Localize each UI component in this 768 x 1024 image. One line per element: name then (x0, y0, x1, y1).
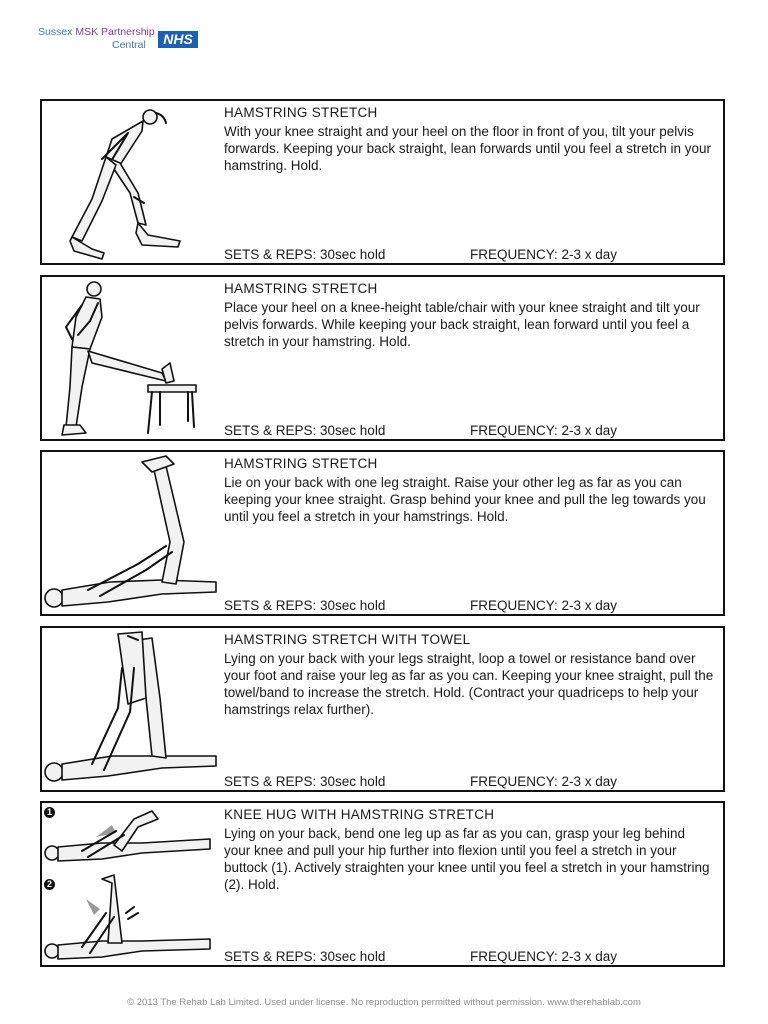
sets-reps: SETS & REPS: 30sec hold (224, 247, 386, 262)
frequency: FREQUENCY: 2-3 x day (470, 423, 618, 438)
step-marker-2: 2 (44, 879, 55, 890)
sussex-msk-logo (38, 24, 208, 84)
exercise-description: Lying on your back with your legs straight, loop a towel or resistance band over your foot and raise your leg as far as you can. Keeping your knee straight, pull the towel/band to increase the stretch. Hold. (Contract your quadriceps to help your hamstrings relax further). (224, 651, 714, 717)
exercise-card-2 (40, 275, 725, 441)
lying-leg-raise-icon (42, 452, 220, 614)
exercise-card-4 (40, 626, 725, 792)
exercise-description: With your knee straight and your heel on the floor in front of you, tilt your pelvis forwards. Keeping your back straight, lean forwards until you feel a stretch in your hamstring. Hold. (224, 124, 711, 173)
logo-org-region: Central (112, 39, 146, 51)
sets-reps: SETS & REPS: 30sec hold (224, 423, 386, 438)
towel-hamstring-stretch-icon (42, 628, 220, 790)
exercise-card-5 (40, 801, 725, 967)
knee-hug-stretch-icon (42, 803, 220, 965)
nhs-logo: NHS (158, 31, 198, 48)
exercise-title: HAMSTRING STRETCH (224, 105, 378, 120)
exercise-card-3 (40, 450, 725, 616)
stool-hamstring-stretch-icon (42, 277, 220, 439)
copyright-footer: © 2013 The Rehab Lab Limited. Used under license. No reproduction permitted without permission. www.therehablab.com (127, 997, 641, 1008)
logo-org-name: MSK Partnership (75, 26, 155, 38)
standing-hamstring-stretch-icon (42, 101, 220, 263)
logo-org-prefix: Sussex (38, 26, 76, 38)
frequency: FREQUENCY: 2-3 x day (470, 774, 618, 789)
exercise-title: HAMSTRING STRETCH WITH TOWEL (224, 632, 471, 647)
frequency: FREQUENCY: 2-3 x day (470, 598, 618, 613)
step-marker-1: 1 (44, 807, 55, 818)
exercise-description: Place your heel on a knee-height table/chair with your knee straight and tilt your pelvis forwards. While keeping your back straight, lean forward until you feel a stretch in your hamstring. Hold. (224, 300, 700, 349)
exercise-description: Lie on your back with one leg straight. Raise your other leg as far as you can keeping your knee straight. Grasp behind your knee and pull the leg towards you until you feel a stretch in your hamstrings. Hold. (224, 475, 706, 524)
frequency: FREQUENCY: 2-3 x day (470, 247, 618, 262)
sets-reps: SETS & REPS: 30sec hold (224, 598, 386, 613)
exercise-title: HAMSTRING STRETCH (224, 281, 378, 296)
exercise-title: KNEE HUG WITH HAMSTRING STRETCH (224, 807, 495, 822)
exercise-title: HAMSTRING STRETCH (224, 456, 378, 471)
logo-org-line (38, 26, 155, 38)
frequency: FREQUENCY: 2-3 x day (470, 949, 618, 964)
exercise-card-1 (40, 99, 725, 265)
sets-reps: SETS & REPS: 30sec hold (224, 774, 386, 789)
sets-reps: SETS & REPS: 30sec hold (224, 949, 386, 964)
exercise-description: Lying on your back, bend one leg up as far as you can, grasp your leg behind your knee and pull your hip further into flexion until you feel a stretch in your buttock (1). Actively straighten your knee until you feel a stretch in your hamstring (2). Hold. (224, 826, 710, 892)
